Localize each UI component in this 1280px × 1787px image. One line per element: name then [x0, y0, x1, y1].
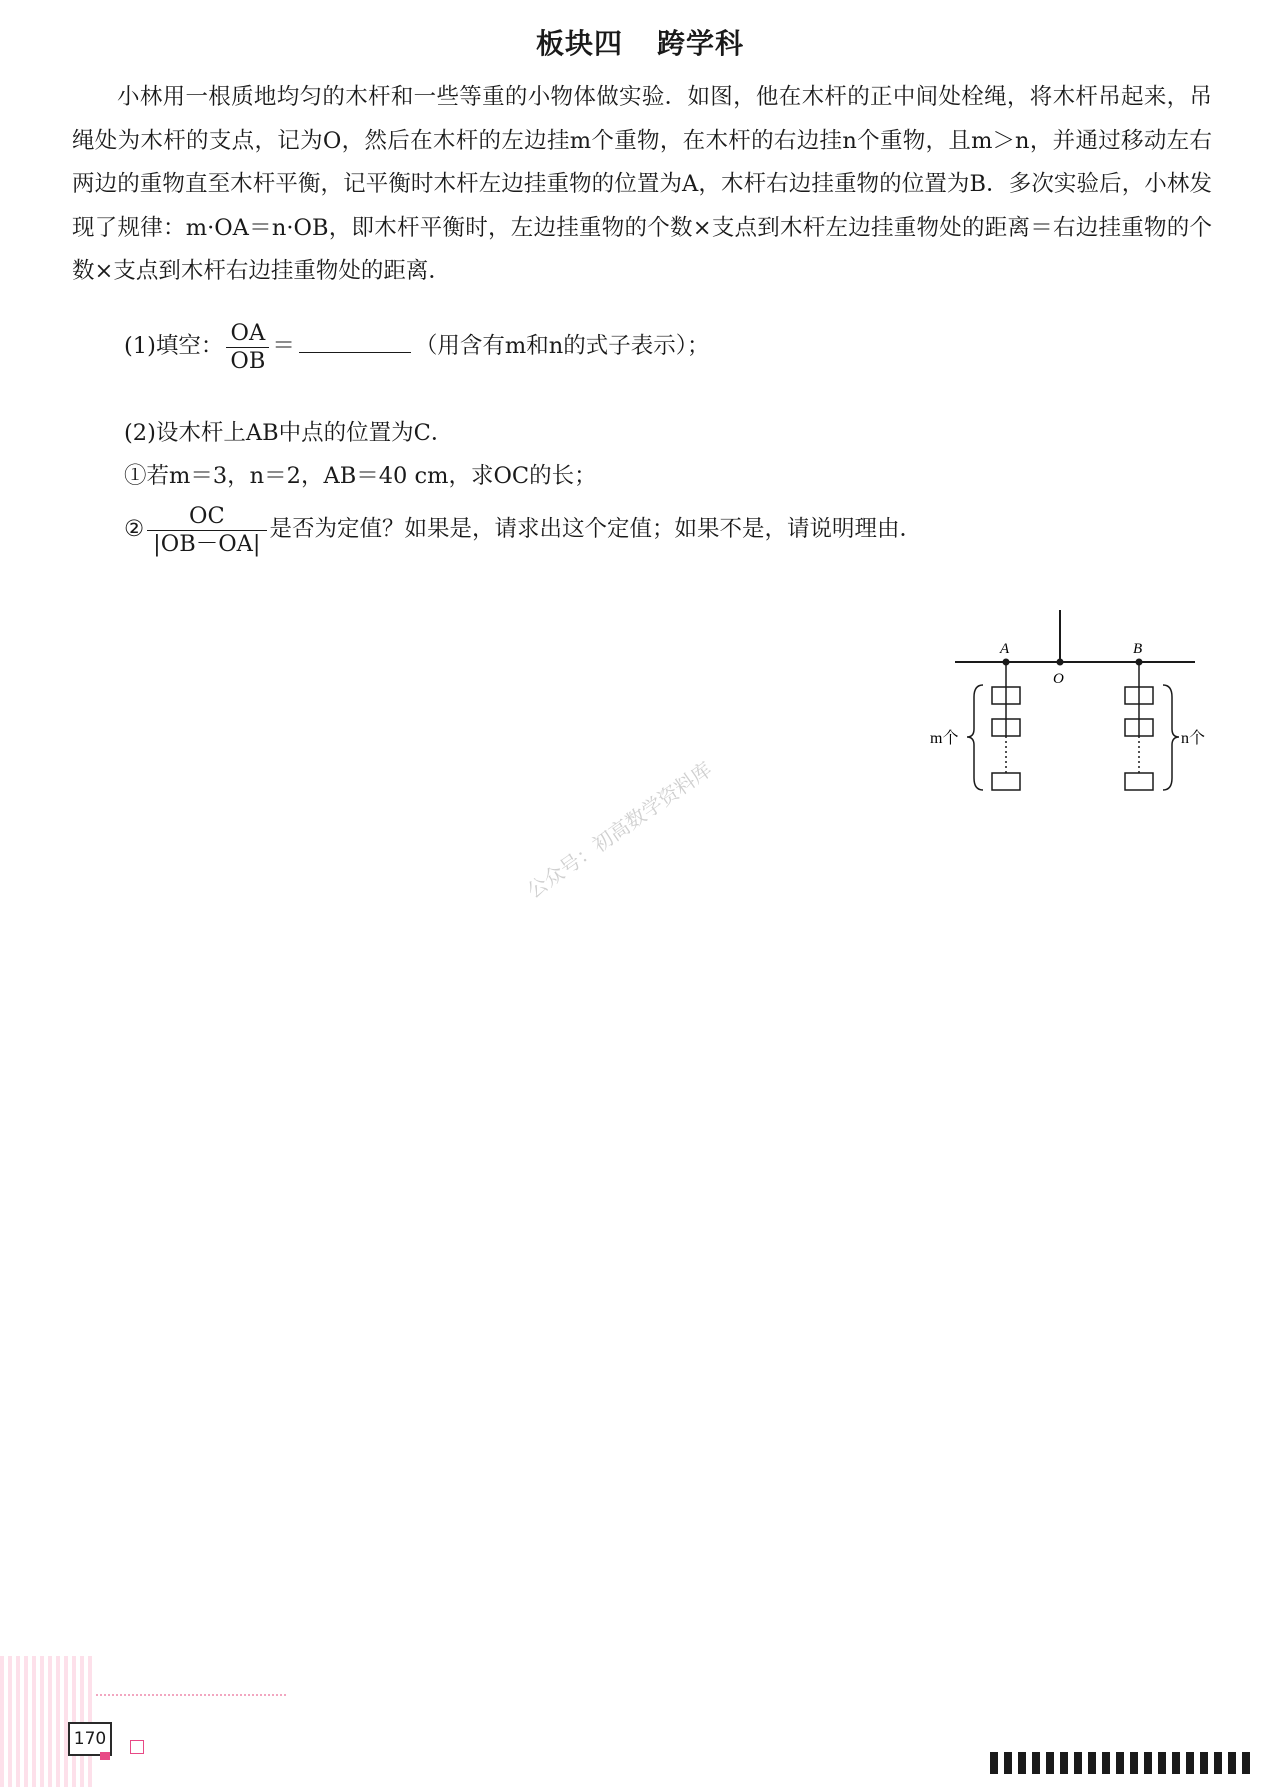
- section-title-part1: 板块四: [535, 27, 623, 60]
- scan-mark: [1144, 1752, 1152, 1774]
- question-2: (2)设木杆上AB中点的位置为C．: [124, 420, 454, 446]
- q2b-suffix: 是否为定值？如果是，请求出这个定值；如果不是，请说明理由．: [269, 516, 923, 542]
- section-title: [0, 22, 1280, 62]
- fraction-oa-ob: [226, 322, 269, 372]
- scan-mark: [1102, 1752, 1110, 1774]
- scan-mark: [1214, 1752, 1222, 1774]
- scan-mark: [1004, 1752, 1012, 1774]
- right-weights: [1125, 662, 1153, 790]
- answer-blank[interactable]: [299, 332, 411, 353]
- scan-mark: [1158, 1752, 1166, 1774]
- footer-divider: [96, 1694, 286, 1696]
- q1-prefix: (1)填空：: [124, 333, 224, 359]
- problem-statement: [72, 76, 1212, 294]
- q1-equals: ＝: [272, 333, 295, 359]
- fraction-oc-ratio: [147, 505, 266, 555]
- label-o: O: [1053, 671, 1064, 687]
- fraction-denominator: |OB－OA|: [147, 530, 266, 556]
- label-a: A: [1000, 641, 1010, 657]
- question-2-part-1: ①若m＝3，n＝2，AB＝40 cm，求OC的长；: [124, 463, 597, 489]
- section-title-part2: 跨学科: [657, 27, 745, 60]
- scan-mark: [1018, 1752, 1026, 1774]
- scan-mark: [1060, 1752, 1068, 1774]
- label-m-count: m个: [930, 730, 959, 747]
- problem-paragraph: 小林用一根质地均匀的木杆和一些等重的小物体做实验．如图，他在木杆的正中间处栓绳，将木杆吊起来，吊绳处为木杆的支点，记为O，然后在木杆的左边挂m个重物，在木杆的右边挂n个重物，且m＞n，并通过移动左右两边的重物直至木杆平衡，记平衡时木杆左边挂重物的位置为A，木杆右边挂重物的位置为B．多次实验后，小林发现了规律：m·OA＝n·OB，即木杆平衡时，左边挂重物的个数×支点到木杆左边挂重物处的距离＝右边挂重物的个数×支点到木杆右边挂重物处的距离．: [72, 84, 1212, 284]
- question-1: [124, 322, 709, 372]
- label-b: B: [1133, 641, 1143, 657]
- fraction-numerator: OC: [189, 503, 225, 529]
- fraction-numerator: OA: [230, 320, 266, 346]
- label-n-count: n个: [1181, 730, 1206, 747]
- q1-suffix: （用含有m和n的式子表示）；: [414, 333, 710, 359]
- left-brace: [967, 685, 983, 790]
- scan-mark: [1032, 1752, 1040, 1774]
- page-tab-marker: [100, 1752, 110, 1760]
- scan-mark: [990, 1752, 998, 1774]
- watermark: 公众号：初高数学资料库: [522, 757, 717, 903]
- scan-mark: [1130, 1752, 1138, 1774]
- scan-mark: [1074, 1752, 1082, 1774]
- question-2-part-2: [124, 505, 922, 555]
- q2b-prefix: ②: [124, 516, 145, 542]
- right-brace: [1163, 685, 1179, 790]
- scan-mark: [1242, 1752, 1250, 1774]
- fraction-denominator: OB: [226, 347, 269, 373]
- balance-diagram: [900, 605, 1210, 805]
- scan-mark: [1186, 1752, 1194, 1774]
- scan-mark: [1088, 1752, 1096, 1774]
- left-weights: [992, 662, 1020, 790]
- scan-mark: [1046, 1752, 1054, 1774]
- footer-box-icon: [130, 1740, 144, 1754]
- scan-mark: [1228, 1752, 1236, 1774]
- scan-mark: [1116, 1752, 1124, 1774]
- page-number: 170: [68, 1722, 112, 1756]
- fulcrum-point: [1057, 659, 1064, 666]
- scan-mark: [1200, 1752, 1208, 1774]
- scan-mark: [1172, 1752, 1180, 1774]
